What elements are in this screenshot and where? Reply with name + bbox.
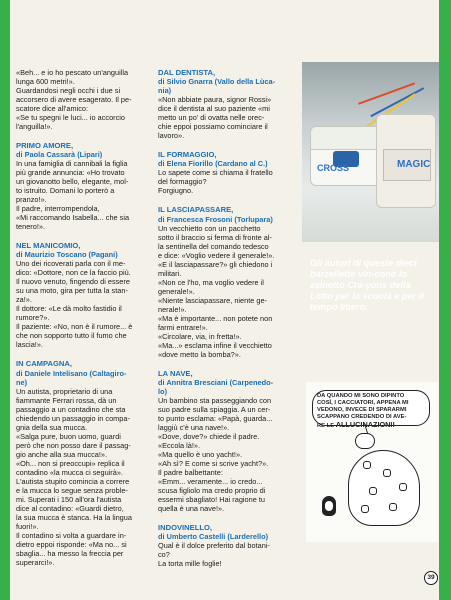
flower-spot — [369, 487, 377, 495]
joke-author: di Umberto Castelli (Larderello) — [158, 532, 269, 542]
joke-text: In una famiglia di cannibali la figlia più grande annuncia: «Ho trovato un giovanotto bello, elegante, mol- to istruito. Domani lo porterò a pranzo!». Il padre, interrompendola, «Mi raccomando Isabella... che sia tenero!». — [16, 159, 130, 232]
bubble-text: DA QUANDO MI SONO DIPINTO COSÌ, I CACCIATORI, APPENA MI VEDONO, INVECE DI SPARARMI SCAPPANO CREDENDO DI AVE- RE LE — [317, 393, 409, 429]
joke-title: LA NAVE, — [158, 368, 193, 378]
joke-text: «Non abbiate paura, signor Rossi» dice il dentista al suo paziente «mi metto un po' di ovatta nelle orec- chie eppoi possiamo cominciare il lavoro». — [158, 95, 272, 141]
flower-spot — [361, 505, 369, 513]
joke-title: NEL MANICOMIO, — [16, 241, 81, 251]
joke-title: PRIMO AMORE, — [16, 141, 74, 150]
joke-author: di Elena Fiorillo (Cardano al C.) — [158, 159, 268, 169]
backpack-large — [376, 114, 436, 208]
joke-title: INDOVINELLO, — [158, 522, 213, 532]
joke-text: Un bambino sta passeggiando con suo padre sulla spiaggia. A un cer- to punto esclama: «Papà, guarda... laggiù c'è una nave!». «Dove, dove?» chiede il padre. «Eccola là!». «Ma quello è uno yacht!». «Ah sì? E come si scrive yacht?». Il padre balbettante: «Emm... veramente... io credo... scusa figliolo ma credo proprio di essermi sbagliato! Hai ragione tu quella è una nave!». — [158, 395, 273, 513]
backpack-small — [310, 126, 382, 186]
flower-spot — [389, 503, 397, 511]
intro-paragraph: «Beh... e io ho pescato un'anguilla lunga 600 metri!». Guardandosi negli occhi i due si accorsero di avere esagerato. Il pe- scatore dice all'amico: «Se tu spegni le luci... io accorcio l'anguilla!». — [16, 68, 132, 131]
flower-spot — [399, 483, 407, 491]
prize-caption: Gli autori di queste dieci barzellette vin-cono lo zainetto Cra-yons della Lotto per la scuola e per il tempo libero. — [310, 258, 424, 312]
joke-entry — [158, 369, 296, 513]
joke-text: Lo sapete come si chiama il fratello del formaggio? Forgiugno. — [158, 168, 273, 196]
flower-spot — [383, 469, 391, 477]
joke-text: Uno dei ricoverati parla con il me- dico: «Dottore, non ce la faccio più. Il nuovo venuto, fingendo di essere su una moto, gira per tutta la stan- za!». Il dottore: «Le dà molto fastidio il rumore?». Il paziente: «No, non è il rumore... è che non sopporto tutto il fumo che lascia!». — [16, 259, 133, 350]
joke-author: di Daniele Intelisano (Caltagiro- ne) — [16, 368, 127, 387]
joke-author: di Paola Cassarà (Lipari) — [16, 150, 103, 160]
backpack-logo-text: CROSS — [317, 163, 350, 173]
joke-text: Un autista, proprietario di una fiammante Ferrari rossa, dà un passaggio a un contadino che sta chiedendo un passaggio in compa- gnia della sua mucca. «Salga pure, buon uomo, guardi però che non posso dare il passag- gio anche alla sua mucca!». «Oh... non si preoccupi» replica il contadino «la mucca ci seguirà». L'autista stupito comincia a correre e la mucca lo segue senza proble- mi. Superati i 150 all'ora l'autista dice al contadino: «Guardi dietro, la sua mucca è stanca. Ha la lingua fuori!». Il contadino si volta a guardare in- dietro eppoi risponde: «Ma no... si sbaglia... ha messo la freccia per superarci!». — [16, 386, 132, 567]
joke-title: IL FORMAGGIO, — [158, 150, 217, 160]
backpack-flap — [311, 127, 381, 150]
joke-entry — [16, 359, 152, 566]
joke-author: di Maurizio Toscano (Pagani) — [16, 250, 118, 260]
joke-title: IN CAMPAGNA, — [16, 359, 72, 369]
flower-spot — [363, 461, 371, 469]
intro-text — [16, 68, 152, 131]
joke-author: di Silvio Gnarra (Vallo della Lùca- nia) — [158, 77, 276, 96]
joke-text: Un vecchietto con un pacchetto sotto il braccio si ferma di fronte al- la sentinella del comando tedesco e dice: «Voglio vedere il generale!». «E il lasciapassare?» gli chiedono i militari. «Non ce l'ho, ma voglio vedere il generale!». «Niente lasciapassare, niente ge- nerale!». «Ma è importante... non potete non farmi entrare!». «Circolare, via, in fretta!». «Ma...» esclama infine il vecchietto «dove metto la bomba?». — [158, 223, 275, 359]
joke-title: DAL DENTISTA, — [158, 68, 216, 77]
backpack-logo-text: MAGIC — [397, 159, 431, 170]
bubble-emphasis: ALLUCINAZIONI! — [335, 420, 395, 429]
magazine-page — [10, 0, 439, 600]
joke-entry — [158, 68, 296, 140]
sheep-head — [355, 433, 375, 449]
page-number: 39 — [424, 571, 438, 585]
penguin-drawing — [322, 496, 336, 516]
speech-bubble — [312, 390, 430, 429]
joke-author: di Annitra Bresciani (Carpenedo- lo) — [158, 377, 274, 396]
sheep-drawing — [348, 450, 420, 526]
joke-entry — [158, 205, 296, 358]
joke-entry — [16, 141, 152, 231]
column-left — [16, 68, 152, 577]
joke-entry — [16, 241, 152, 349]
joke-text: Qual è il dolce preferito dal botani- co? La torta mille foglie! — [158, 541, 270, 569]
column-middle — [158, 68, 296, 578]
joke-title: IL LASCIAPASSARE, — [158, 205, 234, 215]
joke-entry — [158, 523, 296, 568]
joke-author: di Francesca Frosoni (Torlupara) — [158, 214, 273, 224]
backpack-photo — [302, 62, 439, 242]
sheep-cartoon — [306, 382, 438, 542]
joke-entry — [158, 150, 296, 195]
